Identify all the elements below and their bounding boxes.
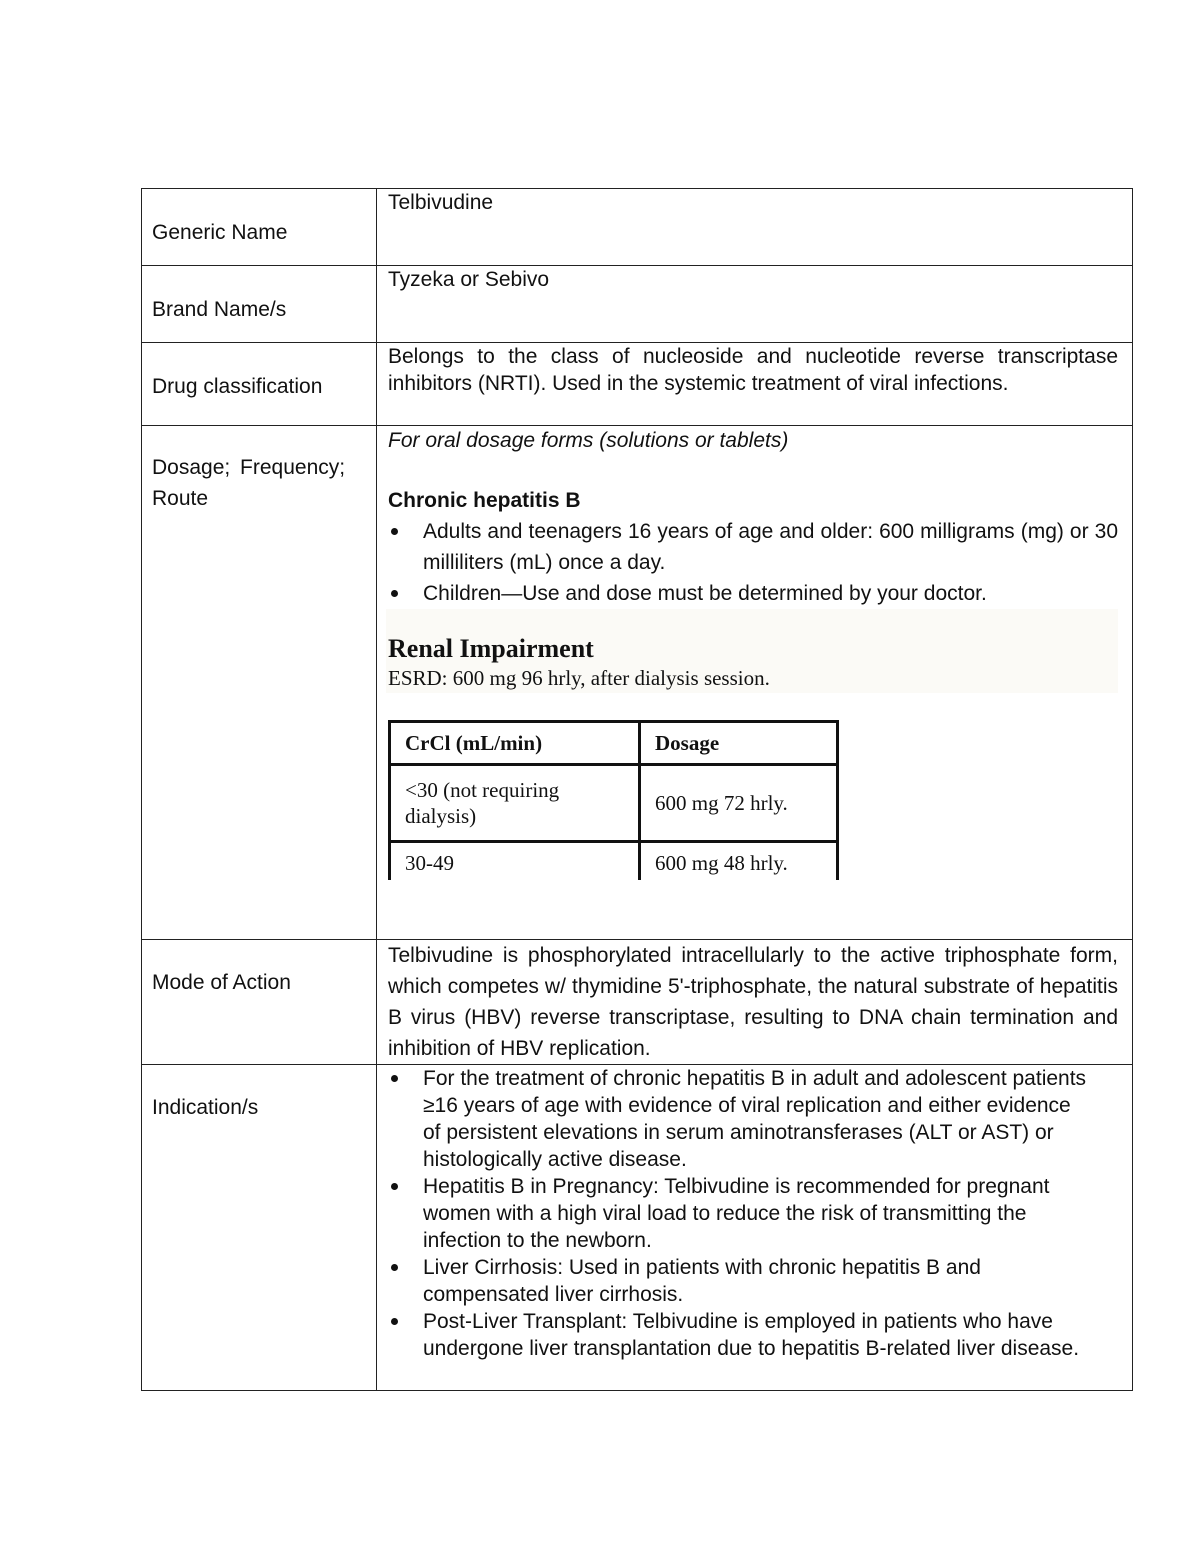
list-item: Children—Use and dose must be determined by your doctor.: [388, 578, 1118, 609]
renal-impairment-section: [386, 609, 1118, 693]
label-cell: [142, 266, 377, 343]
value-cell: [377, 1065, 1133, 1391]
value-cell: [377, 266, 1133, 343]
brand-name-label: Brand Name/s: [152, 298, 287, 321]
row-dosage: [142, 426, 1133, 940]
brand-name-value: Tyzeka or Sebivo: [388, 268, 550, 291]
indication-bullet-list: [388, 1065, 1118, 1362]
table-row: [390, 765, 838, 842]
list-item: Hepatitis B in Pregnancy: Telbivudine is recommended for pregnant women with a high viral load to reduce the risk of transmitting the infection to the newborn.: [388, 1173, 1088, 1254]
label-cell: [142, 940, 377, 1065]
crcl-dosage-table: [388, 720, 839, 880]
classification-value: Belongs to the class of nucleoside and nucleotide reverse transcriptase inhibitors (NRTI). Used in the systemic treatment of viral infections.: [388, 345, 1118, 395]
list-item: Liver Cirrhosis: Used in patients with chronic hepatitis B and compensated liver cirrhosis.: [388, 1254, 1088, 1308]
table-cell: 30-49: [390, 842, 640, 880]
mode-label: Mode of Action: [152, 971, 291, 994]
drug-info-table: [141, 188, 1133, 1391]
value-cell: [377, 940, 1133, 1065]
row-brand-name: [142, 266, 1133, 343]
list-item: For the treatment of chronic hepatitis B in adult and adolescent patients ≥16 years of age with evidence of viral replication and either evidence of persistent elevations in serum aminotransferases (ALT or AST) or histologically active disease.: [388, 1065, 1088, 1173]
table-header-cell: Dosage: [640, 722, 838, 765]
dosage-heading: Chronic hepatitis B: [388, 489, 581, 512]
table-header-cell: CrCl (mL/min): [390, 722, 640, 765]
list-item: Adults and teenagers 16 years of age and older: 600 milligrams (mg) or 30 milliliters (mL) once a day.: [388, 516, 1118, 578]
renal-impairment-title: Renal Impairment: [388, 634, 594, 663]
label-cell: [142, 426, 377, 940]
label-cell: [142, 343, 377, 426]
dosage-intro: For oral dosage forms (solutions or tablets): [388, 429, 789, 452]
value-cell: [377, 343, 1133, 426]
dosage-bullet-list: [388, 516, 1118, 609]
row-mode-of-action: [142, 940, 1133, 1065]
value-cell: [377, 189, 1133, 266]
generic-name-value: Telbivudine: [388, 191, 494, 214]
renal-impairment-text: ESRD: 600 mg 96 hrly, after dialysis session.: [388, 666, 770, 690]
label-cell: [142, 1065, 377, 1391]
table-cell: 600 mg 48 hrly.: [640, 842, 838, 880]
table-header-row: [390, 722, 838, 765]
row-drug-classification: [142, 343, 1133, 426]
list-item: Post-Liver Transplant: Telbivudine is employed in patients who have undergone liver transplantation due to hepatitis B-related liver disease.: [388, 1308, 1088, 1362]
generic-name-label: Generic Name: [152, 221, 288, 244]
mode-value: Telbivudine is phosphorylated intracellularly to the active triphosphate form, which competes w/ thymidine 5'-triphosphate, the natural substrate of hepatitis B virus (HBV) reverse transcriptase, resulting to DNA chain termination and inhibition of HBV replication.: [388, 944, 1118, 1060]
row-indications: [142, 1065, 1133, 1391]
row-generic-name: [142, 189, 1133, 266]
dosage-label: Dosage; Frequency; Route: [152, 456, 346, 510]
table-cell: 600 mg 72 hrly.: [640, 765, 838, 842]
table-row: [390, 842, 838, 880]
classification-label: Drug classification: [152, 375, 323, 398]
table-cell: <30 (not requiring dialysis): [390, 765, 640, 842]
value-cell: [377, 426, 1133, 940]
indication-label: Indication/s: [152, 1096, 259, 1119]
label-cell: [142, 189, 377, 266]
